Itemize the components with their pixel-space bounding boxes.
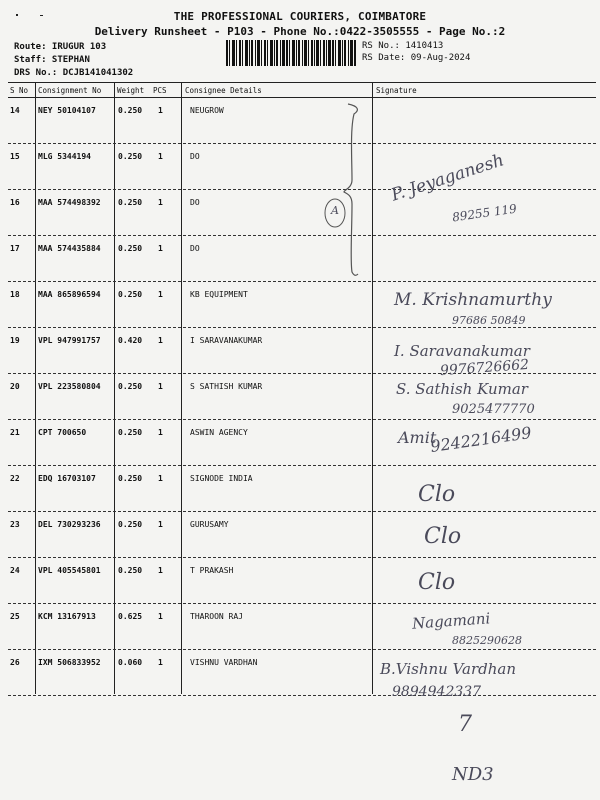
header-signature: Signature bbox=[376, 86, 417, 95]
row-consignment: NEY 50104107 bbox=[38, 106, 96, 115]
row-divider bbox=[8, 695, 596, 696]
row-consignee: NEUGROW bbox=[190, 106, 224, 115]
row-consignment: MLG 5344194 bbox=[38, 152, 91, 161]
row-weight: 0.420 bbox=[118, 336, 143, 345]
row-consignee: KB EQUIPMENT bbox=[190, 290, 248, 299]
handwritten-phone: 9242216499 bbox=[429, 423, 533, 456]
row-pcs: 1 bbox=[158, 612, 163, 621]
company-name: THE PROFESSIONAL COURIERS, COIMBATORE bbox=[173, 10, 427, 23]
row-sno: 25 bbox=[10, 612, 20, 621]
row-pcs: 1 bbox=[158, 658, 163, 667]
row-consignment: MAA 865896594 bbox=[38, 290, 101, 299]
signature-vishnu: B.Vishnu Vardhan bbox=[380, 660, 517, 678]
handwritten-note: ND3 bbox=[452, 764, 494, 785]
row-consignee: DO bbox=[190, 244, 200, 253]
row-weight: 0.250 bbox=[118, 520, 143, 529]
row-consignment: IXM 506833952 bbox=[38, 658, 101, 667]
row-consignment: VPL 947991757 bbox=[38, 336, 101, 345]
row-pcs: 1 bbox=[158, 106, 163, 115]
row-consignment: KCM 13167913 bbox=[38, 612, 96, 621]
header-sno: S No bbox=[10, 86, 29, 95]
row-consignment: CPT 700650 bbox=[38, 428, 87, 437]
row-weight: 0.250 bbox=[118, 106, 143, 115]
handwritten-phone: 9894942337 bbox=[392, 684, 482, 700]
rs-date: RS Date: 09-Aug-2024 bbox=[362, 53, 471, 63]
table-row bbox=[8, 512, 596, 558]
row-consignment: MAA 574435884 bbox=[38, 244, 101, 253]
row-sno: 16 bbox=[10, 198, 20, 207]
runsheet-title: Delivery Runsheet - P103 - Phone No.:0422-3505555 - Page No.:2 bbox=[94, 25, 506, 38]
row-sno: 17 bbox=[10, 244, 20, 253]
row-pcs: 1 bbox=[158, 336, 163, 345]
row-pcs: 1 bbox=[158, 290, 163, 299]
row-consignment: MAA 574498392 bbox=[38, 198, 101, 207]
row-weight: 0.625 bbox=[118, 612, 143, 621]
row-sno: 21 bbox=[10, 428, 20, 437]
row-consignee: GURUSAMY bbox=[190, 520, 229, 529]
handwritten-phone: 89255 119 bbox=[451, 201, 518, 225]
row-consignee: DO bbox=[190, 198, 200, 207]
row-pcs: 1 bbox=[158, 198, 163, 207]
header-pcs: PCS bbox=[153, 86, 167, 95]
circled-letter: A bbox=[331, 204, 339, 217]
handwritten-count: 7 bbox=[458, 712, 472, 737]
row-pcs: 1 bbox=[158, 382, 163, 391]
row-sno: 26 bbox=[10, 658, 20, 667]
row-sno: 19 bbox=[10, 336, 20, 345]
row-weight: 0.250 bbox=[118, 566, 143, 575]
table-row bbox=[8, 98, 596, 144]
signature-aswin: Amit bbox=[398, 428, 437, 447]
row-consignee: S SATHISH KUMAR bbox=[190, 382, 263, 391]
row-weight: 0.250 bbox=[118, 428, 143, 437]
staff-label: Staff: STEPHAN bbox=[14, 55, 90, 65]
row-sno: 14 bbox=[10, 106, 20, 115]
signature-clo: Clo bbox=[424, 524, 462, 549]
signature-sathish: S. Sathish Kumar bbox=[396, 380, 528, 398]
row-sno: 22 bbox=[10, 474, 20, 483]
table-row bbox=[8, 558, 596, 604]
row-consignee: I SARAVANAKUMAR bbox=[190, 336, 263, 345]
handwritten-phone: 9976726662 bbox=[439, 356, 530, 380]
handwritten-phone: 9025477770 bbox=[452, 402, 535, 417]
row-consignee: SIGNODE INDIA bbox=[190, 474, 253, 483]
row-pcs: 1 bbox=[158, 474, 163, 483]
table-row bbox=[8, 466, 596, 512]
row-consignment: DEL 730293236 bbox=[38, 520, 101, 529]
row-pcs: 1 bbox=[158, 566, 163, 575]
signature-clo: Clo bbox=[418, 570, 456, 595]
drs-number: DRS No.: DCJB141041302 bbox=[14, 68, 134, 78]
signature-nagamani: Nagamani bbox=[411, 609, 491, 633]
row-consignee: T PRAKASH bbox=[190, 566, 234, 575]
row-sno: 20 bbox=[10, 382, 20, 391]
row-consignment: EDQ 16703107 bbox=[38, 474, 96, 483]
table-row bbox=[8, 144, 596, 190]
row-weight: 0.060 bbox=[118, 658, 143, 667]
rs-number: RS No.: 1410413 bbox=[362, 41, 444, 51]
row-sno: 24 bbox=[10, 566, 20, 575]
row-sno: 23 bbox=[10, 520, 20, 529]
signature-saravanakumar: I. Saravanakumar bbox=[394, 342, 530, 360]
row-consignee: ASWIN AGENCY bbox=[190, 428, 248, 437]
row-consignee: THAROON RAJ bbox=[190, 612, 243, 621]
signature-krishnamurthy: M. Krishnamurthy bbox=[394, 290, 552, 310]
header-consignee: Consignee Details bbox=[185, 86, 262, 95]
handwritten-phone: 8825290628 bbox=[452, 634, 522, 647]
row-consignment: VPL 223580804 bbox=[38, 382, 101, 391]
row-sno: 15 bbox=[10, 152, 20, 161]
table-top-rule bbox=[8, 82, 596, 83]
row-sno: 18 bbox=[10, 290, 20, 299]
signature-jeyaganesh: P. Jeyaganesh bbox=[388, 150, 507, 206]
handwritten-bracket bbox=[330, 100, 370, 280]
row-weight: 0.250 bbox=[118, 198, 143, 207]
header-weight: Weight bbox=[117, 86, 145, 95]
signature-clo: Clo bbox=[418, 482, 456, 507]
row-consignment: VPL 405545801 bbox=[38, 566, 101, 575]
row-weight: 0.250 bbox=[118, 152, 143, 161]
route-label: Route: IRUGUR 103 bbox=[14, 42, 107, 52]
handwritten-phone: 97686 50849 bbox=[452, 314, 526, 327]
row-consignee: VISHNU VARDHAN bbox=[190, 658, 258, 667]
row-pcs: 1 bbox=[158, 244, 163, 253]
row-weight: 0.250 bbox=[118, 382, 143, 391]
row-pcs: 1 bbox=[158, 520, 163, 529]
row-weight: 0.250 bbox=[118, 290, 143, 299]
header-consignment: Consignment No bbox=[38, 86, 102, 95]
row-pcs: 1 bbox=[158, 152, 163, 161]
row-pcs: 1 bbox=[158, 428, 163, 437]
row-weight: 0.250 bbox=[118, 244, 143, 253]
table-row bbox=[8, 236, 596, 282]
row-weight: 0.250 bbox=[118, 474, 143, 483]
barcode bbox=[226, 40, 356, 66]
row-consignee: DO bbox=[190, 152, 200, 161]
